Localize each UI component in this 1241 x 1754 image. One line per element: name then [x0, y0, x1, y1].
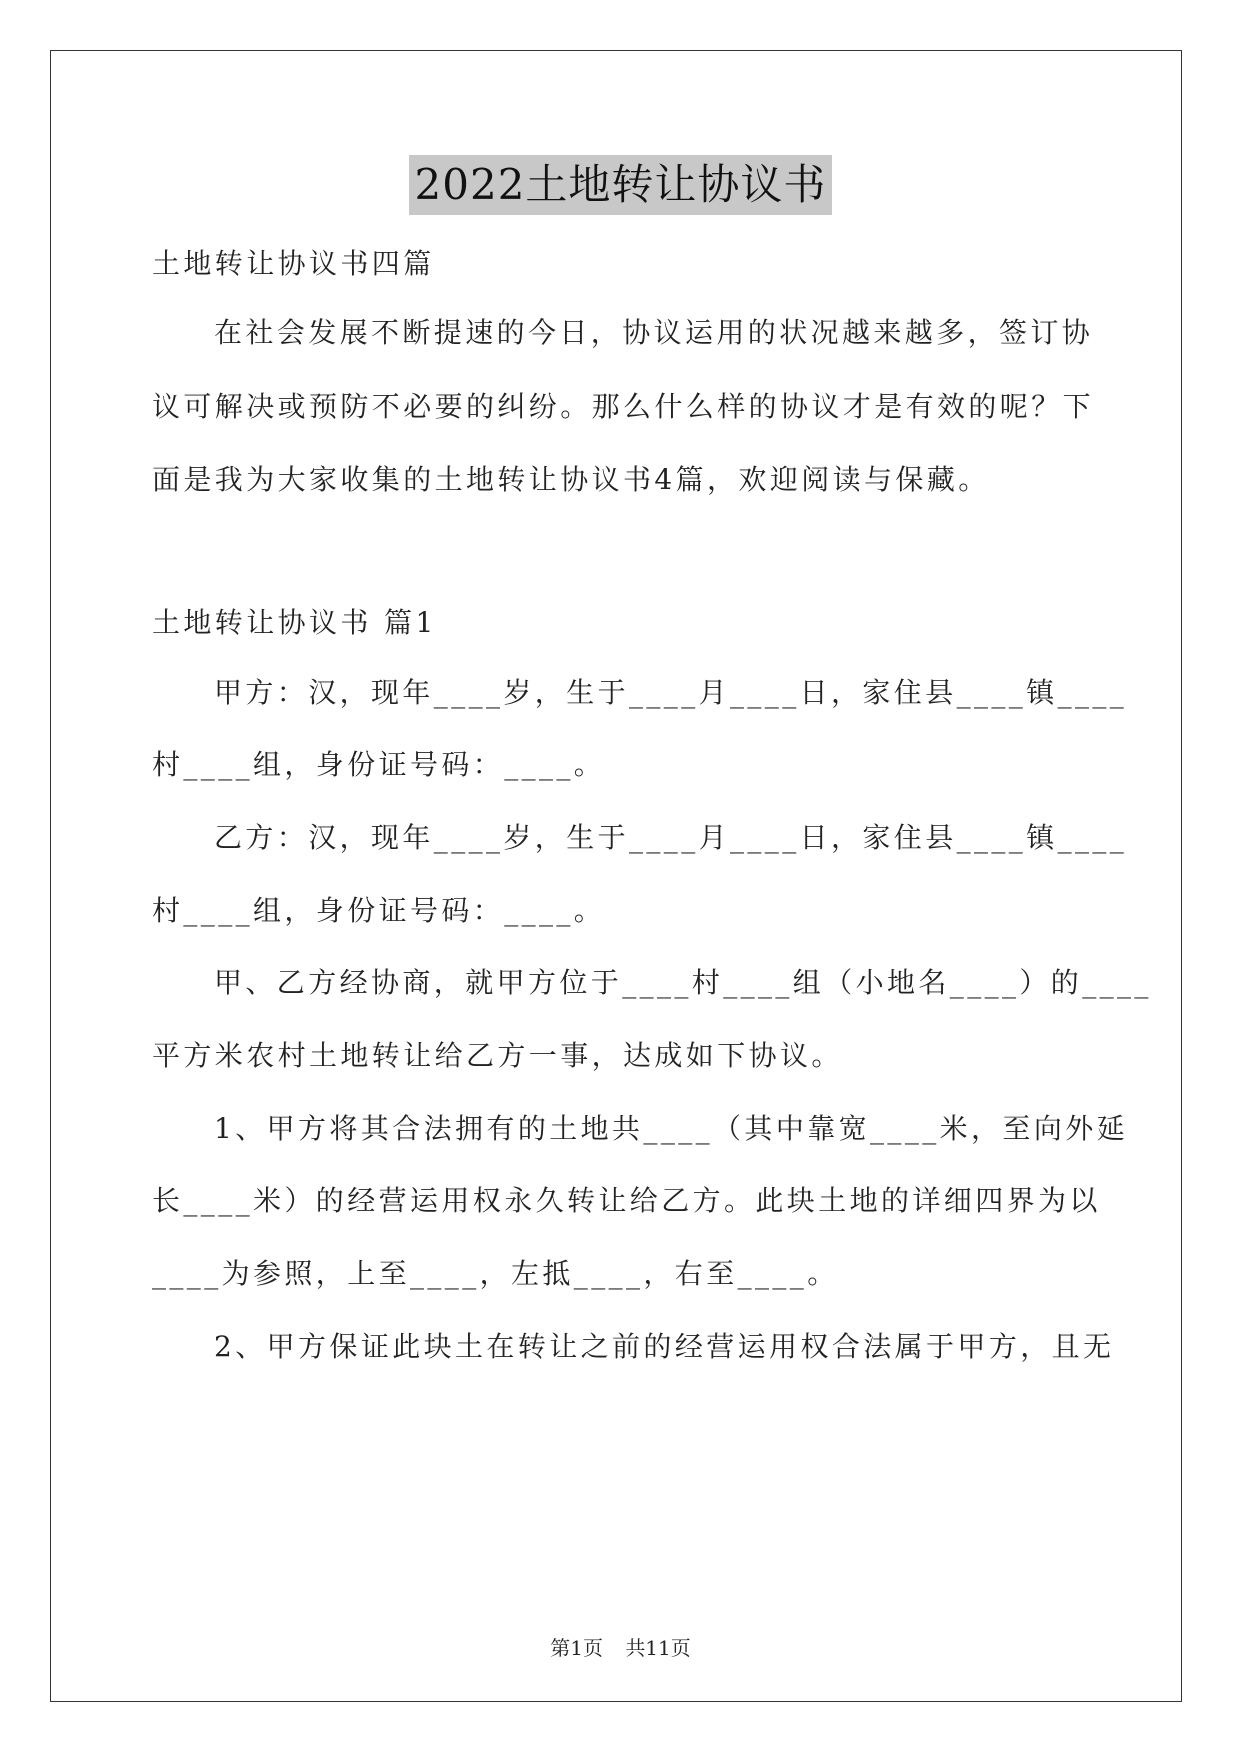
paragraph-line: 甲、乙方经协商，就甲方位于____村____组（小地名____）的____ [214, 966, 1152, 999]
paragraph-line: 在社会发展不断提速的今日，协议运用的状况越来越多，签订协 [214, 316, 1094, 349]
paragraph-line: 平方米农村土地转让给乙方一事，达成如下协议。 [152, 1039, 843, 1072]
paragraph-line: 1、甲方将其合法拥有的土地共____（其中靠宽____米，至向外延 [214, 1112, 1129, 1145]
paragraph-line: 2、甲方保证此块土在转让之前的经营运用权合法属于甲方，且无 [214, 1330, 1115, 1363]
paragraph-line: 议可解决或预防不必要的纠纷。那么什么样的协议才是有效的呢？下 [152, 390, 1095, 423]
paragraph-line: 乙方：汉，现年____岁，生于____月____日，家住县____镇____ [214, 821, 1128, 854]
subtitle-line: 土地转让协议书四篇 [152, 247, 435, 280]
title-container [0, 155, 1241, 215]
page-border [50, 50, 1182, 1702]
paragraph-line: 村____组，身份证号码：____。 [152, 894, 606, 927]
section-heading: 土地转让协议书 篇1 [152, 606, 437, 639]
page-number: 第1页 [550, 1636, 603, 1660]
paragraph-line: ____为参照，上至____，左抵____，右至____。 [152, 1257, 839, 1290]
page-total: 共11页 [625, 1636, 691, 1660]
document-title: 2022土地转让协议书 [409, 155, 833, 215]
paragraph-line: 长____米）的经营运用权永久转让给乙方。此块土地的详细四界为以 [152, 1184, 1101, 1217]
paragraph-line: 甲方：汉，现年____岁，生于____月____日，家住县____镇____ [214, 676, 1128, 709]
page-footer [0, 1632, 1241, 1661]
paragraph-line: 村____组，身份证号码：____。 [152, 748, 606, 781]
paragraph-line: 面是我为大家收集的土地转让协议书4篇，欢迎阅读与保藏。 [152, 463, 990, 496]
